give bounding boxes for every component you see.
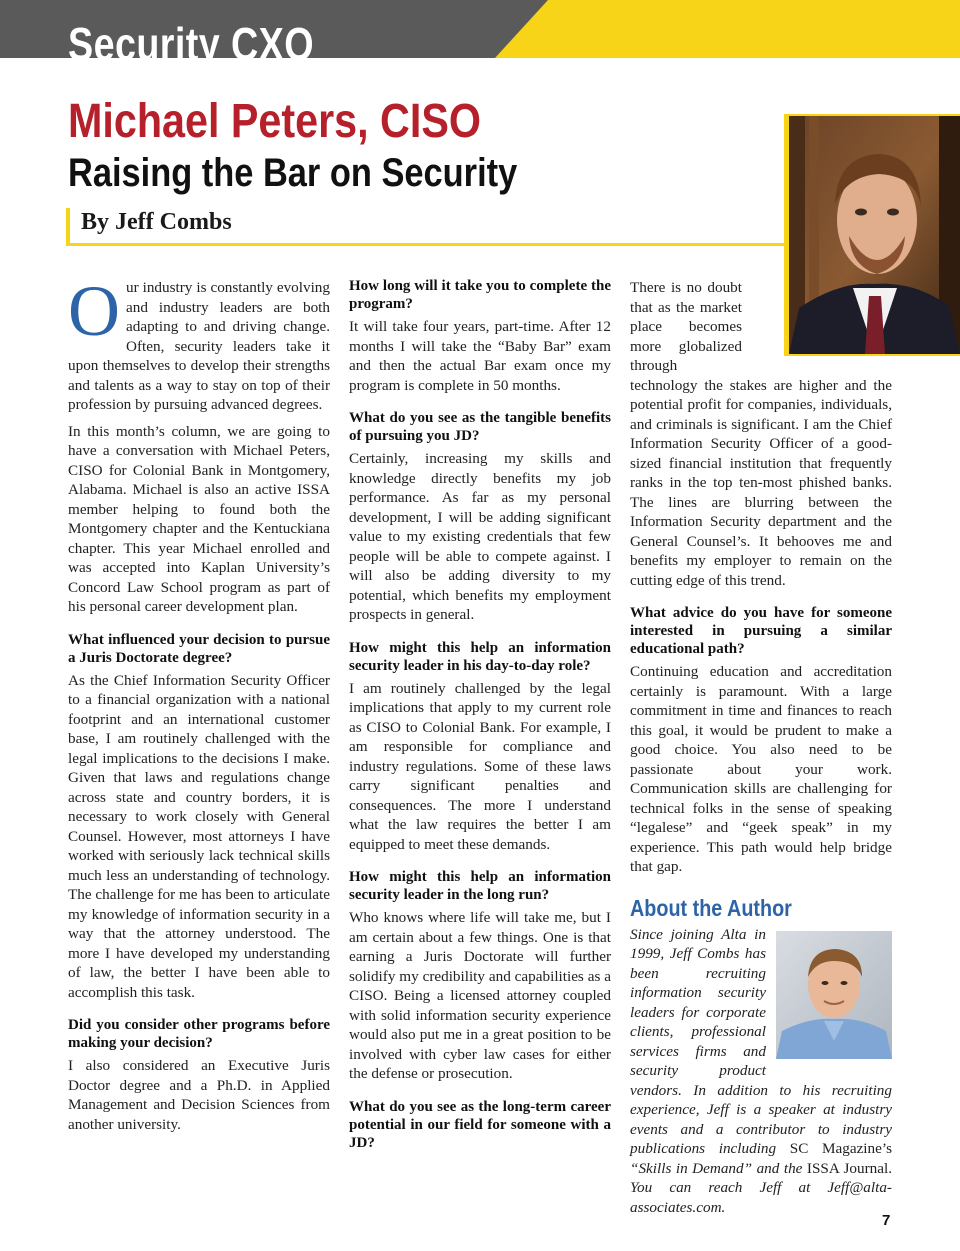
byline: By Jeff Combs [81,209,232,235]
drop-cap: O [68,271,120,351]
answer-paragraph: Who knows where life will take me, but I am certain about a few things. One is that earning a Juris Doctorate will further solidify my credibility and capabilities as a CISO. Being a licensed attorney coupled with solid information security experience would also put me in a great position to be involved with cyber law cases for either the defense or prosecution. [349,909,611,1082]
question-heading: What advice do you have for someone interested in pursuing a similar educational path? [630,605,892,657]
about-author-text: Since joining Alta in 1999, Jeff Combs has been recruiting information security leaders for corporate clients, professional services firms and security product vendors. In addition to his recruiting experience, Jeff is a speaker at industry events and a contributor to industry publications including SC Magazine’s “Skills in Demand” and the ISSA Journal. You can reach Jeff at Jeff@alta-associates.com. [630,925,892,1216]
issa-journal: ISSA Journal. [806,1159,892,1177]
byline-rule [66,243,784,246]
question-heading: Did you consider other programs before making your decision? [68,1017,330,1051]
question-heading: How might this help an information security leader in his day-to-day role? [349,639,611,674]
page-number: 7 [882,1212,891,1229]
intro-paragraph-1: ur industry is constantly evolving and industry leaders are both adapting to and driving change. Often, security leaders take it upon themselves to develop their strengths and talents as a way to stay on top of their profession by pursuing advanced degrees. [68,279,330,413]
article-title: Michael Peters, CISO [68,95,481,148]
article-subtitle: Raising the Bar on Security [68,151,518,195]
answer-paragraph: Certainly, increasing my skills and knowledge directly benefits my job performance. As far as my personal development, I will be adding significant value to my existing credentials that few people will be able to compete against. I will also be adding diversity to my potential, which benefits my employment prospects in general. [349,450,611,623]
byline-accent [66,208,70,246]
answer-paragraph: I am routinely challenged by the legal implications that apply to my current role as CISO to Colonial Bank. For example, I am responsible for compliance and industry regulations. Some of these laws carry significant penalties and consequences. The more I understand what the law requires the better I am equipped to meet these demands. [349,679,611,853]
answer-paragraph: As the Chief Information Security Officer to a financial organization with a national footprint and an international customer base, I am routinely challenged with the legal implications to the decisions I make. Given that laws and regulations change across state and country borders, it is necessary to work closely with General Counsel. However, most attorneys I have worked with seriously lack technical skills much less an understanding of technology. The challenge for me has been to articulate my knowledge of information security in a way that the attorney understood. The more I have developed my understanding of law, the better I have been able to accomplish this task. [68,671,330,1001]
question-heading: What do you see as the long-term career potential in our field for someone with a JD? [349,1098,611,1151]
question-heading: What influenced your decision to pursue a Juris Doctorate degree? [68,631,330,666]
answer-paragraph: I also considered an Executive Juris Doctor degree and a Ph.D. in Applied Management and Decision Sciences from another university. [68,1057,330,1133]
intro-paragraph-2: In this month’s column, we are going to have a conversation with Michael Peters, CISO for Colonial Bank in Montgomery, Alabama. Michael is also an active ISSA member helping to found both the Montgomery chapter and the Kentuckiana chapter. This year Michael enrolled and was accepted into Kaplan University’s Concord Law School program as part of his personal career development plan. [68,422,330,615]
question-heading: How might this help an information security leader in the long run? [349,869,611,903]
answer-paragraph: There is no doubt that as the market place becomes more globalized through technology the stakes are higher and the potential profit for companies, individuals, and criminals is significant. I am the Chief Information Security Officer of a good-sized financial institution that frequently ranks in the top ten-most phished banks. The lines are blurring between the Information Security department and the General Counsel’s. It behooves me and benefits my employer to remain on the cutting edge of this trend. [630,279,892,589]
portrait-jeff-combs [776,931,892,1059]
question-heading: What do you see as the tangible benefits of pursuing you JD? [349,410,611,444]
column-right [630,278,892,1224]
section-title: Security CXO [68,18,314,70]
about-author-heading: About the Author [630,894,792,921]
answer-paragraph: It will take four years, part-time. After 12 months I will take the “Baby Bar” exam and then the actual Bar exam once my program is complete in 50 months. [349,318,611,394]
photo-wrap-spacer [742,278,892,375]
answer-paragraph: Continuing education and accreditation certainly is paramount. With a large commitment in time and finances to reach this goal, it would be prudent to make a good choice. You also need to be passionate about your work. Communication skills are challenging for technical folks in the sense of speaking “legalese” and “geek speak” in my experience. This path would help bridge that gap. [630,663,892,875]
question-heading: How long will it take you to complete the program? [349,278,611,312]
column-left [68,271,330,1141]
sc-magazine: SC Magazine’s [789,1140,892,1157]
column-middle [349,277,611,1156]
